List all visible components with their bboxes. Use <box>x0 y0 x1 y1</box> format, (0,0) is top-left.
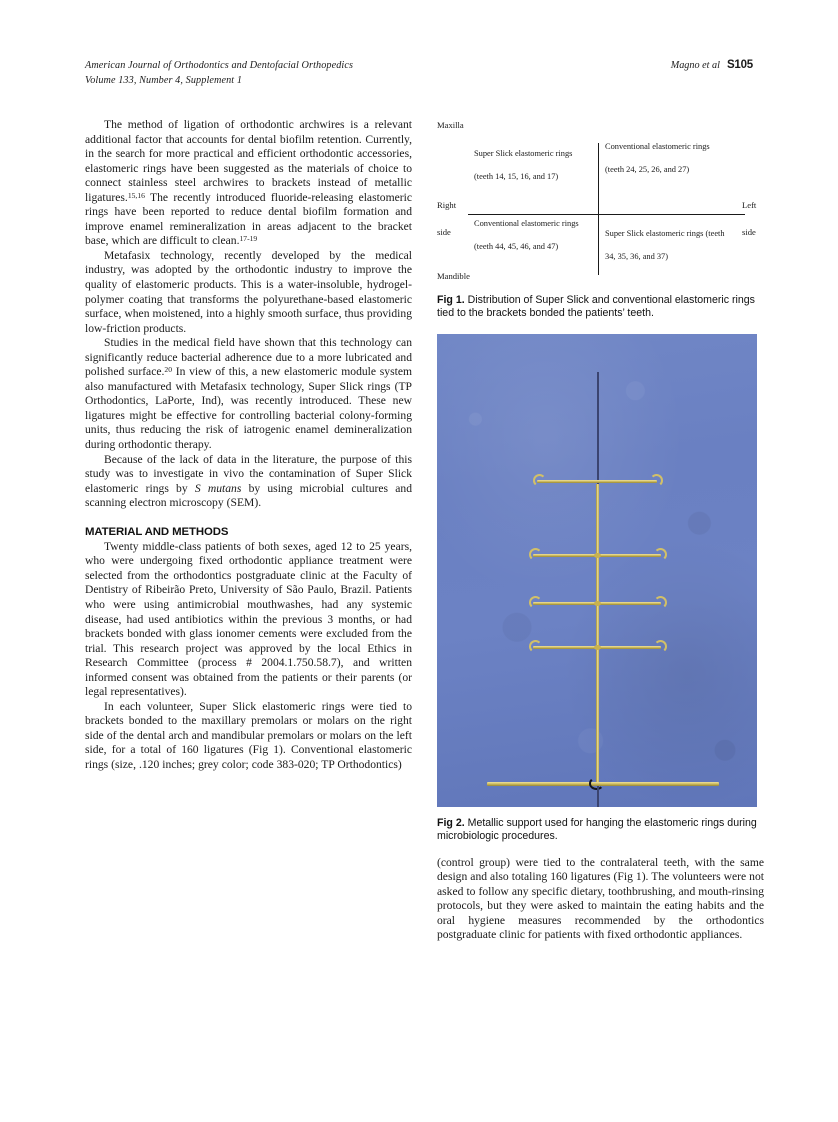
quadrant-lower-right-line1: Conventional elastomeric rings <box>474 219 579 228</box>
paragraph-metafasix: Metafasix technology, recently developed by the medical industry, was adopted by the orthodontic industry to improve the quality of elastomeric products. This is a water-insoluble, hydrogel-polymer coating that transforms the polyurethane-based elastomeric surface, when moistened, into a highly smooth surface, thus providing low-friction products. <box>85 248 412 335</box>
species-name-s-mutans: S mutans <box>194 481 242 495</box>
paragraph-ligation-text-b: The recently introduced fluoride-releasing elastomeric rings have been reported to reduce dental biofilm formation and improve enamel remineralization in areas adjacent to the bracket base, which are difficult to clean. <box>85 190 412 248</box>
cross-arm-1 <box>537 480 657 483</box>
figure-2-caption-text: Metallic support used for hanging the elastomeric rings during microbiologic procedures. <box>437 816 757 843</box>
journal-title-line2: Volume 133, Number 4, Supplement 1 <box>85 75 243 86</box>
hook-4-left <box>529 640 542 653</box>
figure-2-caption <box>437 817 764 844</box>
quadrant-upper-left-line1: Conventional elastomeric rings <box>605 142 710 151</box>
figure-1-label: Fig 1. <box>437 294 465 306</box>
left-column <box>85 118 412 773</box>
citation-17-19: 17-19 <box>239 234 258 244</box>
hook-2-left <box>529 548 542 561</box>
suspension-wire-bottom <box>597 786 599 807</box>
journal-title-line1: American Journal of Orthodontics and Dentofacial Orthopedics <box>85 60 354 71</box>
paragraph-patients: Twenty middle-class patients of both sexes, aged 12 to 25 years, who were undergoing fixed orthodontic appliance treatment were selected from the orthodontics postgraduate clinic at the Faculty of Dentistry of Ribeirão Preto, University of São Paulo, Brazil. Patients who were using antimicrobial mouthwashes, had any systemic disease, had used antibiotics within the previous 3 months, or had brackets bonded with glass ionomer cements were excluded from the trial. This research project was approved by the local Ethics in Research Committee (process # 2004.1.750.58.7), and written informed consent was obtained from the patients or their parents (or legal representatives). <box>85 539 412 699</box>
diagram-quadrant-upper-left <box>605 141 741 175</box>
diagram-vertical-axis <box>598 143 599 275</box>
quadrant-upper-left-line2: (teeth 24, 25, 26, and 27) <box>605 165 690 174</box>
diagram-label-left-side: side <box>742 227 756 237</box>
knot-3 <box>594 601 601 606</box>
paragraph-control-group: (control group) were tied to the contralateral teeth, with the same design and also totaling 160 ligatures (Fig 1). The volunteers were not asked to follow any specific dietary, toothbrushing, and mouth-rinsing protocols, but they were asked to maintain the eating habits and the oral hygiene measures recommended by the orthodontics postgraduate clinic for patients with fixed orthodontic appliances. <box>437 855 764 942</box>
diagram-quadrant-lower-right <box>474 218 594 252</box>
diagram-quadrant-upper-right <box>474 148 592 182</box>
diagram-label-left: Left <box>742 200 757 210</box>
support-stem <box>596 484 599 784</box>
hook-3-left <box>529 596 542 609</box>
paragraph-studies-text-a: Studies in the medical field have shown that this technology can significantly reduce bacterial adherence due to a more lubricated and polished surface. <box>85 336 412 379</box>
hook-4-right <box>654 640 667 653</box>
hook-2-right <box>654 548 667 561</box>
paragraph-studies-text-b: In view of this, a new elastomeric module system also manufactured with Metafasix technology, Super Slick rings (TP Orthodontics, LaPorte, Ind), was recently introduced. These new ligatures might be effective for controlling bacterial colony-forming units, thus reducing the risk of iatrogenic enamel demineralization during orthodontic therapy. <box>85 365 412 452</box>
figure-2-label: Fig 2. <box>437 816 465 829</box>
paragraph-ligation <box>85 118 412 249</box>
quadrant-upper-right-line1: Super Slick elastomeric rings <box>474 149 573 158</box>
diagram-label-right-side: side <box>437 227 451 237</box>
quadrant-upper-right-line2: (teeth 14, 15, 16, and 17) <box>474 172 559 181</box>
figure-2-photograph <box>437 334 757 807</box>
diagram-label-mandible: Mandible <box>437 271 470 281</box>
page-number: S105 <box>726 59 753 71</box>
paragraph-purpose <box>85 453 412 511</box>
paragraph-volunteer: In each volunteer, Super Slick elastomeric rings were tied to brackets bonded to the maxillary premolars or molars on the right side of the dental arch and mandibular premolars or molars on the left side, for a total of 160 ligatures (Fig 1). Conventional elastomeric rings (size, .120 inches; grey color; code 383-020; TP Orthodontics) <box>85 699 412 771</box>
author-names: Magno et al <box>670 60 720 71</box>
figure-1-diagram <box>437 118 764 286</box>
hook-3-right <box>654 596 667 609</box>
journal-title <box>85 58 353 88</box>
paragraph-ligation-text-a: The method of ligation of orthodontic archwires is a relevant additional factor that accounts for dental biofilm retention. Currently, in the search for more practical and efficient orthodontic accessories, elastomeric rings have been suggested as the materials of choice to connect stainless steel archwires to brackets instead of metallic ligatures. <box>85 118 412 204</box>
citation-15-16: 15,16 <box>127 190 145 200</box>
running-head <box>85 58 753 92</box>
quadrant-lower-left-line1: Super Slick elastomeric rings (teeth <box>605 229 725 238</box>
figure-1-caption <box>437 294 764 321</box>
diagram-horizontal-axis <box>468 214 745 215</box>
hook-1-left <box>533 474 546 487</box>
diagram-label-right: Right <box>437 200 457 210</box>
figure-1-caption-text: Distribution of Super Slick and conventional elastomeric rings tied to the brackets bonded the patients’ teeth. <box>437 294 755 320</box>
running-head-right <box>671 58 753 73</box>
paragraph-purpose-text-a: Because of the lack of data in the literature, the purpose of this study was to investigate in vivo the contamination of Super Slick elastomeric rings by <box>85 452 412 495</box>
quadrant-lower-right-line2: (teeth 44, 45, 46, and 47) <box>474 242 559 251</box>
paragraph-studies <box>85 336 412 452</box>
right-column <box>437 118 764 943</box>
citation-20: 20 <box>164 365 172 375</box>
suspension-wire-top <box>597 372 599 484</box>
knot-4 <box>594 645 601 650</box>
diagram-label-maxilla: Maxilla <box>437 120 464 130</box>
diagram-quadrant-lower-left <box>605 228 741 262</box>
paragraph-purpose-text-b: by using microbial cultures and scanning electron microscopy (SEM). <box>85 481 413 510</box>
knot-2 <box>594 553 601 558</box>
section-heading-material-and-methods: MATERIAL AND METHODS <box>85 525 229 538</box>
hook-1-right <box>650 474 663 487</box>
quadrant-lower-left-line2: 34, 35, 36, and 37) <box>605 252 669 261</box>
